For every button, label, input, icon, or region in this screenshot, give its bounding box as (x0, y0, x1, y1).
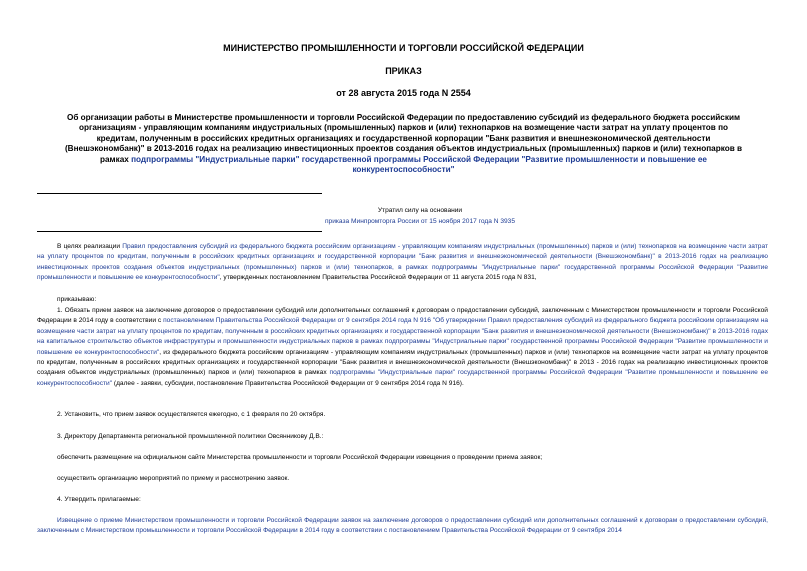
doc-type: ПРИКАЗ (385, 66, 422, 76)
clause-1-start: 1. Обязать прием заявок на заключение договоров о предоставлении субсидий или дополнительных соглашений к договорам о предоставлении субсидий, заключенным с Министерством промышленности и торговли Российской Федерации в 2014 году в соответствии с (37, 307, 768, 325)
notice-paragraph (37, 516, 768, 537)
notice-link[interactable]: Извещение о приеме Министерством промышленности и торговли Российской Федерации заявок на заключение договоров о предоставлении субсидий или дополнительных соглашений к договорам о предоставлении субсидий, заключенным с Министерством промышленности и торговли Российской Федерации в 2014 году в соответствии с постановлением Правительства Российской Федерации от 9 сентября 2014 (37, 517, 768, 535)
repeal-line: Утратил силу на основании (377, 207, 463, 214)
doc-date-number: от 28 августа 2015 года N 2554 (336, 88, 471, 98)
clause-2: 2. Установить, что прием заявок осуществляется ежегодно, с 1 февраля по 20 октября. (57, 411, 326, 418)
title-text: Об организации работы в Министерстве промышленности и торговли Российской Федерации по предоставлению субсидий из федерального бюджета российским организациям - управляющим компаниям индустриальных (промышленных) парков и (или) технопарков на возмещение части затрат на уплату процентов по кредитам, полученным в российских кредитных организациях и государственной корпорации "Банк развития и внешнеэкономической деятельности (Внешэкономбанк)" в 2013-2016 годах на реализацию инвестиционных проектов создания объектов индустриальных (промышленных) парков и (или) технопарков в рамках (64, 113, 743, 164)
order-word: приказываю: (57, 296, 97, 303)
resolution-916-link[interactable]: постановлением Правительства Российской Федерации от 9 сентября 2014 года N 916 "Об утверждении Правил предоставления субсидий из федерального бюджета российским организациям на возмещение части затрат на уплату процентов по кредитам, полученным в российских кредитных организациях и государственной корпорации "Банк развития и внешнеэкономической деятельности (Внешэкономбанк)" в 2013-2016 годах на капитальное строительство объектов инфраструктуры и промышленности индустриальных парков в рамках подпрограммы "Индустриальные парки" государственной программы Российской Федерации "Развитие промышленности и повышение ее конкурентоспособности" (37, 317, 769, 356)
top-divider (37, 193, 322, 194)
preamble-end: , утвержденных постановлением Правительства Российской Федерации от 11 августа 2015 года N 831, (219, 274, 537, 282)
subprogram-link[interactable]: подпрограммы "Индустриальные парки" государственной программы Российской Федерации "Развитие промышленности и повышение ее конкурентоспособности" (37, 369, 768, 387)
clause-1-paragraph (37, 306, 768, 389)
preamble-start: В целях реализации (57, 243, 123, 250)
clause-4: 4. Утвердить прилагаемые: (57, 496, 141, 503)
rules-link[interactable]: Правил предоставления субсидий из федерального бюджета российским организациям - управляющим компаниям индустриальных (промышленных) парков и (или) технопарков на возмещение части затрат на уплату процентов по кредитам, полученным в российских кредитных организациях и государственной корпорации "Банк развития и внешнеэкономической деятельности (Внешэкономбанк)" в 2013-2016 годах на реализацию инвестиционных проектов создания объектов индустриальных (промышленных) парков и (или) технопарков, в рамках подпрограммы "Индустриальные парки" государственной программы Российской Федерации "Развитие промышленности и повышение ее конкурентоспособности" (37, 243, 768, 282)
clause-3: 3. Директору Департамента региональной промышленной политики Овсянникову Д.В.: (57, 433, 324, 440)
clause-1-end: (далее - заявки, субсидии, постановление Правительства Российской Федерации от 9 сентября 2014 года N 916). (112, 379, 464, 387)
preamble-paragraph (37, 242, 768, 284)
clause-1-mid: , из федерального бюджета российским организациям - управляющим компаниям индустриальных (промышленных) парков и (или) технопарков на возмещение части затрат на уплату процентов по кредитам, полученным в российских кредитных организациях и государственной корпорации "Банк развития и внешнеэкономической деятельности (Внешэкономбанк)" в 2013 - 2016 годах на реализацию инвестиционных проектов создания объектов индустриальных (промышленных) парков и (или) технопарков в рамках (37, 348, 768, 377)
repeal-order-link[interactable]: приказа Минпромторга России от 15 ноября 2017 года N 3935 (324, 218, 515, 225)
ministry-name: МИНИСТЕРСТВО ПРОМЫШЛЕННОСТИ И ТОРГОВЛИ РОССИЙСКОЙ ФЕДЕРАЦИИ (223, 43, 584, 53)
clause-3-item-1: обеспечить размещение на официальном сайте Министерства промышленности и торговли Российской Федерации извещения о проведении приема заявок; (57, 454, 543, 461)
repeal-note (270, 205, 570, 227)
bottom-divider (37, 231, 322, 232)
clause-3-item-2: осуществить организацию мероприятий по приему и рассмотрению заявок. (57, 475, 290, 482)
document-title (60, 113, 747, 175)
title-subprogram-link[interactable]: подпрограммы "Индустриальные парки" государственной программы Российской Федерации "Развитие промышленности и повышение ее конкурентоспособности" (131, 154, 707, 175)
